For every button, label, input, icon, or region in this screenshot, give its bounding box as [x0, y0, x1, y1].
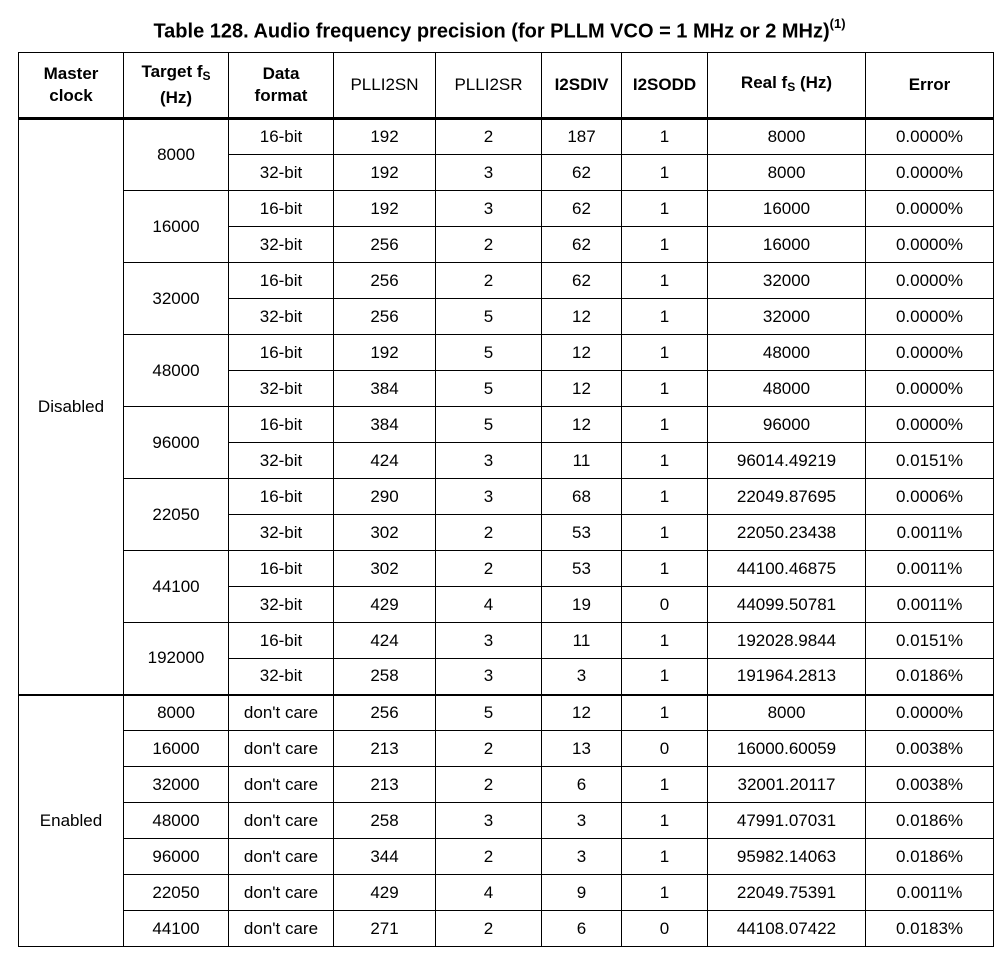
real-fs-cell: 191964.2813	[708, 659, 866, 695]
i2sodd-cell: 1	[622, 767, 708, 803]
plli2sn-cell: 256	[334, 227, 436, 263]
plli2sn-cell: 384	[334, 407, 436, 443]
data-format-cell: don't care	[229, 911, 334, 947]
plli2sr-cell: 2	[436, 227, 542, 263]
table-row	[19, 191, 994, 227]
i2sodd-cell: 0	[622, 587, 708, 623]
target-fs-cell: 96000	[124, 839, 229, 875]
plli2sr-cell: 3	[436, 191, 542, 227]
data-format-cell: 16-bit	[229, 479, 334, 515]
target-fs-cell: 192000	[124, 623, 229, 695]
master-clock-disabled-cell: Disabled	[19, 119, 124, 695]
table-caption	[0, 18, 999, 44]
plli2sr-cell: 4	[436, 875, 542, 911]
master-clock-enabled-cell: Enabled	[19, 695, 124, 947]
real-fs-cell: 44100.46875	[708, 551, 866, 587]
data-format-cell: 16-bit	[229, 335, 334, 371]
i2sdiv-cell: 53	[542, 551, 622, 587]
plli2sn-cell: 192	[334, 335, 436, 371]
data-format-cell: don't care	[229, 731, 334, 767]
data-format-cell: don't care	[229, 875, 334, 911]
plli2sr-cell: 3	[436, 659, 542, 695]
plli2sr-cell: 3	[436, 443, 542, 479]
footnote-marker: (1)	[829, 16, 846, 31]
table-row	[19, 839, 994, 875]
real-fs-cell: 44099.50781	[708, 587, 866, 623]
real-fs-cell: 32001.20117	[708, 767, 866, 803]
table-row	[19, 119, 994, 155]
error-cell: 0.0151%	[866, 443, 994, 479]
plli2sr-cell: 5	[436, 695, 542, 731]
table-row	[19, 695, 994, 731]
table-row	[19, 479, 994, 515]
plli2sn-cell: 192	[334, 119, 436, 155]
i2sdiv-cell: 3	[542, 839, 622, 875]
plli2sn-cell: 290	[334, 479, 436, 515]
plli2sn-cell: 192	[334, 191, 436, 227]
header-error: Error	[866, 53, 994, 119]
i2sodd-cell: 1	[622, 479, 708, 515]
plli2sr-cell: 2	[436, 911, 542, 947]
error-cell: 0.0000%	[866, 263, 994, 299]
target-fs-cell: 16000	[124, 191, 229, 263]
i2sdiv-cell: 53	[542, 515, 622, 551]
error-cell: 0.0183%	[866, 911, 994, 947]
real-fs-cell: 47991.07031	[708, 803, 866, 839]
plli2sn-cell: 429	[334, 587, 436, 623]
plli2sr-cell: 5	[436, 407, 542, 443]
table-row	[19, 911, 994, 947]
i2sodd-cell: 1	[622, 695, 708, 731]
table-row	[19, 623, 994, 659]
i2sodd-cell: 1	[622, 839, 708, 875]
i2sdiv-cell: 62	[542, 227, 622, 263]
plli2sn-cell: 256	[334, 695, 436, 731]
plli2sr-cell: 5	[436, 299, 542, 335]
i2sdiv-cell: 12	[542, 407, 622, 443]
plli2sr-cell: 4	[436, 587, 542, 623]
data-format-cell: don't care	[229, 767, 334, 803]
table-row	[19, 803, 994, 839]
plli2sn-cell: 344	[334, 839, 436, 875]
i2sodd-cell: 1	[622, 299, 708, 335]
error-cell: 0.0000%	[866, 695, 994, 731]
plli2sn-cell: 213	[334, 767, 436, 803]
data-format-cell: 32-bit	[229, 227, 334, 263]
plli2sn-cell: 429	[334, 875, 436, 911]
i2sodd-cell: 1	[622, 371, 708, 407]
i2sdiv-cell: 12	[542, 299, 622, 335]
i2sodd-cell: 1	[622, 263, 708, 299]
error-cell: 0.0000%	[866, 335, 994, 371]
plli2sn-cell: 271	[334, 911, 436, 947]
data-format-cell: 32-bit	[229, 299, 334, 335]
header-master-clock: Master clock	[19, 53, 124, 119]
plli2sr-cell: 3	[436, 479, 542, 515]
real-fs-cell: 96014.49219	[708, 443, 866, 479]
i2sdiv-cell: 12	[542, 335, 622, 371]
error-cell: 0.0000%	[866, 227, 994, 263]
plli2sr-cell: 2	[436, 119, 542, 155]
error-cell: 0.0000%	[866, 119, 994, 155]
error-cell: 0.0038%	[866, 767, 994, 803]
data-format-cell: 16-bit	[229, 191, 334, 227]
error-cell: 0.0011%	[866, 875, 994, 911]
real-fs-cell: 32000	[708, 299, 866, 335]
target-fs-cell: 48000	[124, 803, 229, 839]
real-fs-cell: 48000	[708, 335, 866, 371]
real-fs-cell: 8000	[708, 155, 866, 191]
plli2sn-cell: 256	[334, 263, 436, 299]
data-format-cell: 32-bit	[229, 443, 334, 479]
data-format-cell: don't care	[229, 695, 334, 731]
target-fs-cell: 22050	[124, 479, 229, 551]
target-fs-cell: 44100	[124, 911, 229, 947]
error-cell: 0.0000%	[866, 299, 994, 335]
real-fs-cell: 8000	[708, 119, 866, 155]
table-row	[19, 407, 994, 443]
real-fs-cell: 22050.23438	[708, 515, 866, 551]
plli2sn-cell: 258	[334, 659, 436, 695]
i2sdiv-cell: 62	[542, 263, 622, 299]
data-format-cell: 16-bit	[229, 407, 334, 443]
plli2sr-cell: 2	[436, 731, 542, 767]
i2sodd-cell: 1	[622, 407, 708, 443]
error-cell: 0.0186%	[866, 839, 994, 875]
real-fs-cell: 95982.14063	[708, 839, 866, 875]
data-format-cell: 32-bit	[229, 155, 334, 191]
header-row	[19, 53, 994, 119]
plli2sr-cell: 2	[436, 839, 542, 875]
real-fs-cell: 16000	[708, 227, 866, 263]
error-cell: 0.0000%	[866, 191, 994, 227]
i2sodd-cell: 1	[622, 659, 708, 695]
i2sodd-cell: 1	[622, 119, 708, 155]
table-row	[19, 731, 994, 767]
target-fs-cell: 8000	[124, 119, 229, 191]
i2sodd-cell: 1	[622, 191, 708, 227]
target-fs-cell: 16000	[124, 731, 229, 767]
error-cell: 0.0011%	[866, 587, 994, 623]
data-format-cell: 16-bit	[229, 623, 334, 659]
real-fs-cell: 96000	[708, 407, 866, 443]
plli2sn-cell: 384	[334, 371, 436, 407]
data-format-cell: 16-bit	[229, 551, 334, 587]
plli2sr-cell: 2	[436, 515, 542, 551]
plli2sn-cell: 192	[334, 155, 436, 191]
plli2sr-cell: 2	[436, 767, 542, 803]
data-format-cell: 32-bit	[229, 515, 334, 551]
target-fs-cell: 48000	[124, 335, 229, 407]
i2sdiv-cell: 19	[542, 587, 622, 623]
i2sdiv-cell: 62	[542, 191, 622, 227]
real-fs-cell: 22049.75391	[708, 875, 866, 911]
real-fs-cell: 22049.87695	[708, 479, 866, 515]
error-cell: 0.0186%	[866, 803, 994, 839]
i2sodd-cell: 1	[622, 155, 708, 191]
header-plli2sr: PLLI2SR	[436, 53, 542, 119]
plli2sr-cell: 2	[436, 551, 542, 587]
target-fs-cell: 32000	[124, 263, 229, 335]
plli2sr-cell: 2	[436, 263, 542, 299]
error-cell: 0.0006%	[866, 479, 994, 515]
i2sdiv-cell: 62	[542, 155, 622, 191]
i2sodd-cell: 1	[622, 515, 708, 551]
header-data-format: Data format	[229, 53, 334, 119]
plli2sn-cell: 302	[334, 551, 436, 587]
data-format-cell: 32-bit	[229, 371, 334, 407]
i2sodd-cell: 0	[622, 731, 708, 767]
error-cell: 0.0151%	[866, 623, 994, 659]
table-row	[19, 551, 994, 587]
i2sdiv-cell: 12	[542, 695, 622, 731]
target-fs-cell: 22050	[124, 875, 229, 911]
plli2sr-cell: 3	[436, 803, 542, 839]
real-fs-cell: 48000	[708, 371, 866, 407]
plli2sr-cell: 5	[436, 371, 542, 407]
header-real-fs: Real $f_S$ (Hz)	[708, 53, 866, 119]
i2sodd-cell: 1	[622, 227, 708, 263]
caption-text: Table 128. Audio frequency precision (for PLLM VCO = 1 MHz or 2 MHz)	[153, 20, 830, 43]
data-format-cell: 16-bit	[229, 119, 334, 155]
i2sodd-cell: 0	[622, 911, 708, 947]
error-cell: 0.0000%	[866, 371, 994, 407]
i2sdiv-cell: 6	[542, 767, 622, 803]
plli2sr-cell: 3	[436, 155, 542, 191]
table-row	[19, 875, 994, 911]
audio-frequency-table	[18, 52, 994, 947]
header-target-fs: Target $f_S$ (Hz)	[124, 53, 229, 119]
data-format-cell: don't care	[229, 839, 334, 875]
table-body	[19, 119, 994, 947]
real-fs-cell: 16000.60059	[708, 731, 866, 767]
data-format-cell: 16-bit	[229, 263, 334, 299]
i2sodd-cell: 1	[622, 875, 708, 911]
i2sdiv-cell: 3	[542, 659, 622, 695]
data-format-cell: 32-bit	[229, 587, 334, 623]
i2sdiv-cell: 11	[542, 623, 622, 659]
plli2sn-cell: 424	[334, 443, 436, 479]
i2sdiv-cell: 9	[542, 875, 622, 911]
error-cell: 0.0011%	[866, 551, 994, 587]
target-fs-cell: 32000	[124, 767, 229, 803]
plli2sn-cell: 258	[334, 803, 436, 839]
i2sodd-cell: 1	[622, 803, 708, 839]
i2sdiv-cell: 11	[542, 443, 622, 479]
i2sodd-cell: 1	[622, 623, 708, 659]
error-cell: 0.0038%	[866, 731, 994, 767]
i2sdiv-cell: 68	[542, 479, 622, 515]
i2sodd-cell: 1	[622, 443, 708, 479]
error-cell: 0.0000%	[866, 407, 994, 443]
data-format-cell: 32-bit	[229, 659, 334, 695]
real-fs-cell: 44108.07422	[708, 911, 866, 947]
plli2sn-cell: 256	[334, 299, 436, 335]
i2sdiv-cell: 6	[542, 911, 622, 947]
data-format-cell: don't care	[229, 803, 334, 839]
plli2sn-cell: 213	[334, 731, 436, 767]
i2sdiv-cell: 187	[542, 119, 622, 155]
real-fs-cell: 32000	[708, 263, 866, 299]
target-fs-cell: 8000	[124, 695, 229, 731]
table-row	[19, 263, 994, 299]
i2sdiv-cell: 13	[542, 731, 622, 767]
target-fs-cell: 96000	[124, 407, 229, 479]
header-i2sodd: I2SODD	[622, 53, 708, 119]
real-fs-cell: 16000	[708, 191, 866, 227]
table-row	[19, 335, 994, 371]
real-fs-cell: 8000	[708, 695, 866, 731]
i2sdiv-cell: 3	[542, 803, 622, 839]
i2sodd-cell: 1	[622, 335, 708, 371]
header-plli2sn: PLLI2SN	[334, 53, 436, 119]
table-row	[19, 767, 994, 803]
error-cell: 0.0000%	[866, 155, 994, 191]
plli2sn-cell: 302	[334, 515, 436, 551]
i2sdiv-cell: 12	[542, 371, 622, 407]
plli2sr-cell: 3	[436, 623, 542, 659]
real-fs-cell: 192028.9844	[708, 623, 866, 659]
i2sodd-cell: 1	[622, 551, 708, 587]
plli2sn-cell: 424	[334, 623, 436, 659]
plli2sr-cell: 5	[436, 335, 542, 371]
target-fs-cell: 44100	[124, 551, 229, 623]
error-cell: 0.0186%	[866, 659, 994, 695]
header-i2sdiv: I2SDIV	[542, 53, 622, 119]
error-cell: 0.0011%	[866, 515, 994, 551]
